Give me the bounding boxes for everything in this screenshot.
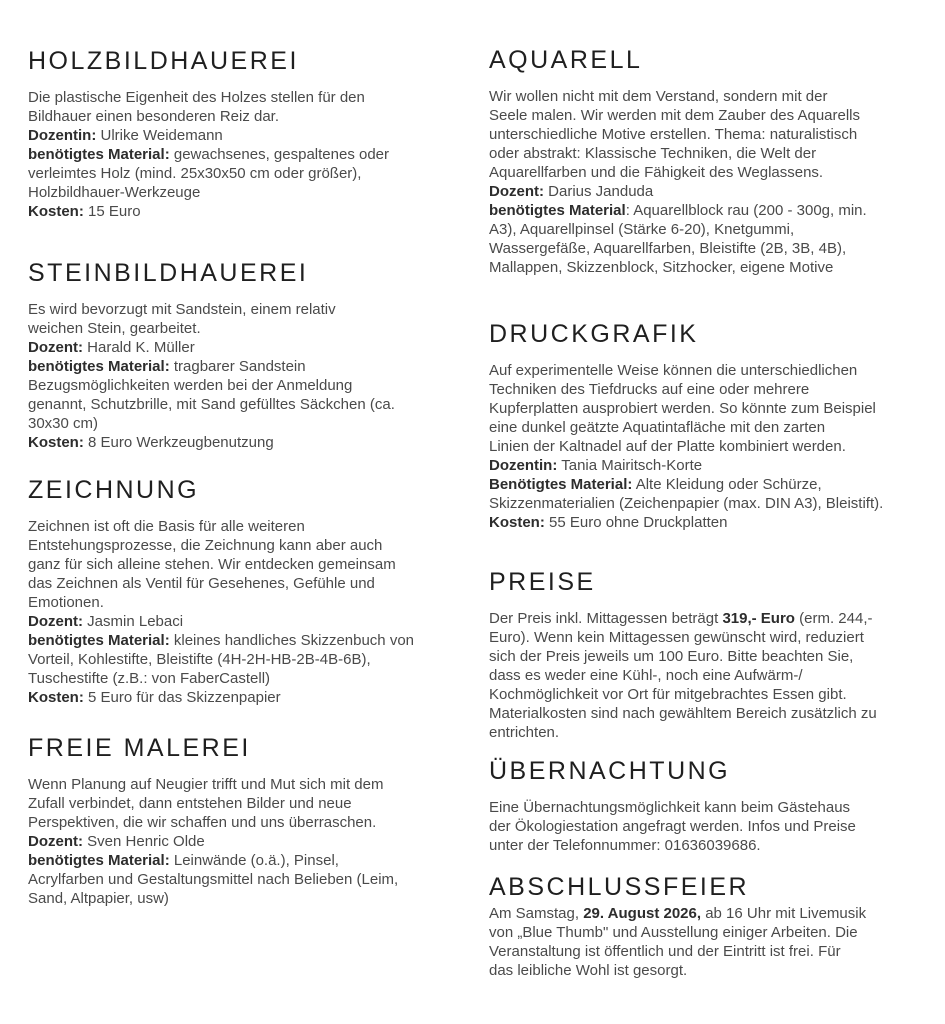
text-run: Euro). Wenn kein Mittagessen gewünscht wird, reduziert — [489, 629, 864, 646]
section-freie-malerei — [28, 733, 475, 908]
section-body — [28, 775, 475, 908]
text-run: Es wird bevorzugt mit Sandstein, einem relativ — [28, 301, 336, 318]
text-run: Harald K. Müller — [83, 339, 195, 356]
text-run: Vorteil, Kohlestifte, Bleistifte (4H-2H-HB-2B-4B-6B), — [28, 651, 371, 668]
section-heading: DRUCKGRAFIK — [489, 320, 699, 348]
text-line — [489, 258, 945, 277]
text-run: Alte Kleidung oder Schürze, — [632, 476, 822, 493]
text-run: gewachsenes, gespaltenes oder — [169, 146, 390, 163]
text-line — [489, 513, 945, 532]
section-u-bernachtung — [489, 756, 945, 855]
text-run: Ulrike Weidemann — [96, 127, 223, 144]
text-line — [489, 817, 945, 836]
section-body — [28, 88, 475, 221]
section-steinbildhauerei — [28, 258, 475, 452]
text-run: 15 Euro — [83, 203, 141, 220]
text-line — [489, 798, 945, 817]
text-run: Linien der Kaltnadel auf der Platte kombiniert werden. — [489, 438, 846, 455]
text-line — [489, 144, 945, 163]
text-line — [489, 904, 945, 923]
text-run: das leibliche Wohl ist gesorgt. — [489, 962, 688, 979]
bold-text-run: 319,- Euro — [722, 610, 795, 627]
text-line — [28, 126, 475, 145]
text-line — [28, 870, 475, 889]
section-abschlussfeier — [489, 872, 945, 980]
section-heading: PREISE — [489, 568, 596, 596]
section-heading: STEINBILDHAUEREI — [28, 259, 309, 287]
text-run: unter der Telefonnummer: 01636039686. — [489, 837, 761, 854]
section-body — [28, 300, 475, 452]
text-line — [28, 612, 475, 631]
text-line — [489, 666, 945, 685]
text-line — [28, 813, 475, 832]
text-run: sich der Preis jeweils um 100 Euro. Bitte beachten Sie, — [489, 648, 854, 665]
text-line — [28, 107, 475, 126]
section-body — [489, 87, 945, 277]
text-run: Darius Janduda — [544, 183, 654, 200]
text-line — [28, 414, 475, 433]
text-line — [28, 395, 475, 414]
section-preise — [489, 567, 945, 742]
text-line — [489, 685, 945, 704]
bold-text-run: Dozentin: — [28, 127, 97, 144]
bold-text-run: Kosten: — [28, 434, 84, 451]
text-line — [28, 631, 475, 650]
text-run: unterschiedliche Motive erstellen. Thema: naturalistisch — [489, 126, 858, 143]
text-run: Wassergefäße, Aquarellfarben, Bleistifte (2B, 3B, 4B), — [489, 240, 847, 257]
text-line — [489, 923, 945, 942]
text-line — [28, 794, 475, 813]
text-run: kleines handliches Skizzenbuch von — [169, 632, 415, 649]
bold-text-run: Dozent: — [28, 339, 83, 356]
text-line — [489, 201, 945, 220]
text-run: Jasmin Lebaci — [83, 613, 184, 630]
text-run: Techniken des Tiefdrucks auf eine oder mehrere — [489, 381, 810, 398]
text-run: 30x30 cm) — [28, 415, 99, 432]
text-run: Seele malen. Wir werden mit dem Zauber des Aquarells — [489, 107, 861, 124]
text-line — [489, 361, 945, 380]
text-line — [28, 593, 475, 612]
text-line — [489, 723, 945, 742]
text-line — [489, 239, 945, 258]
text-line — [489, 475, 945, 494]
text-run: das Zeichnen als Ventil für Gesehenes, Gefühle und — [28, 575, 375, 592]
text-line — [28, 517, 475, 536]
text-line — [28, 202, 475, 221]
text-run: Zeichnen ist oft die Basis für alle weiteren — [28, 518, 305, 535]
section-body — [489, 904, 945, 980]
text-line — [28, 889, 475, 908]
text-run: verleimtes Holz (mind. 25x30x50 cm oder größer), — [28, 165, 362, 182]
text-run: Emotionen. — [28, 594, 104, 611]
text-line — [28, 376, 475, 395]
bold-text-run: Dozent: — [489, 183, 544, 200]
text-line — [489, 418, 945, 437]
bold-text-run: Kosten: — [489, 514, 545, 531]
text-run: Tania Mairitsch-Korte — [557, 457, 703, 474]
section-body — [489, 609, 945, 742]
section-heading: AQUARELL — [489, 46, 643, 74]
text-run: Skizzenmaterialien (Zeichenpapier (max. DIN A3), Bleistift). — [489, 495, 884, 512]
text-line — [489, 220, 945, 239]
text-run: 55 Euro ohne Druckplatten — [544, 514, 728, 531]
text-line — [489, 437, 945, 456]
text-run: : Aquarellblock rau (200 - 300g, min. — [625, 202, 867, 219]
text-line — [489, 836, 945, 855]
text-run: Der Preis inkl. Mittagessen beträgt — [489, 610, 723, 627]
text-run: Acrylfarben und Gestaltungsmittel nach Belieben (Leim, — [28, 871, 399, 888]
section-heading: ABSCHLUSSFEIER — [489, 873, 750, 901]
text-run: Bezugsmöglichkeiten werden bei der Anmeldung — [28, 377, 353, 394]
section-heading: HOLZBILDHAUEREI — [28, 47, 299, 75]
section-aquarell — [489, 45, 945, 277]
text-line — [28, 319, 475, 338]
text-line — [28, 300, 475, 319]
text-line — [489, 628, 945, 647]
text-run: Entstehungsprozesse, die Zeichnung kann aber auch — [28, 537, 383, 554]
bold-text-run: benötigtes Material — [489, 202, 626, 219]
text-run: 5 Euro für das Skizzenpapier — [83, 689, 281, 706]
text-run: Wir wollen nicht mit dem Verstand, sondern mit der — [489, 88, 828, 105]
text-run: Die plastische Eigenheit des Holzes stellen für den — [28, 89, 365, 106]
text-run: ganz für sich alleine stehen. Wir entdecken gemeinsam — [28, 556, 396, 573]
text-run: 8 Euro Werkzeugbenutzung — [83, 434, 274, 451]
text-run: eine dunkel geätzte Aquatintafläche mit den zarten — [489, 419, 826, 436]
text-run: Perspektiven, die wir schaffen und uns überraschen. — [28, 814, 377, 831]
text-run: Eine Übernachtungsmöglichkeit kann beim Gästehaus — [489, 799, 851, 816]
text-run: Sand, Altpapier, usw) — [28, 890, 169, 907]
bold-text-run: benötigtes Material: — [28, 632, 170, 649]
text-run: Bildhauer einen besonderen Reiz dar. — [28, 108, 280, 125]
text-run: A3), Aquarellpinsel (Stärke 6-20), Knetgummi, — [489, 221, 795, 238]
text-line — [28, 164, 475, 183]
bold-text-run: Dozentin: — [489, 457, 558, 474]
text-line — [28, 851, 475, 870]
text-run: Sven Henric Olde — [83, 833, 205, 850]
text-line — [28, 338, 475, 357]
section-body — [28, 517, 475, 707]
column-left — [28, 0, 475, 1024]
section-holzbildhauerei — [28, 46, 475, 221]
section-body — [489, 361, 945, 532]
text-run: ab 16 Uhr mit Livemusik — [701, 905, 867, 922]
text-run: oder abstrakt: Klassische Techniken, die Welt der — [489, 145, 817, 162]
bold-text-run: benötigtes Material: — [28, 146, 170, 163]
bold-text-run: Kosten: — [28, 689, 84, 706]
bold-text-run: Kosten: — [28, 203, 84, 220]
text-line — [28, 574, 475, 593]
text-line — [489, 125, 945, 144]
text-line — [489, 163, 945, 182]
text-line — [489, 704, 945, 723]
text-line — [28, 669, 475, 688]
text-line — [489, 456, 945, 475]
text-run: Zufall verbindet, dann entstehen Bilder und neue — [28, 795, 352, 812]
text-line — [489, 609, 945, 628]
text-line — [489, 87, 945, 106]
text-run: (erm. 244,- — [794, 610, 873, 627]
text-line — [489, 961, 945, 980]
bold-text-run: Dozent: — [28, 833, 83, 850]
section-heading: FREIE MALEREI — [28, 734, 251, 762]
text-line — [28, 688, 475, 707]
text-run: genannt, Schutzbrille, mit Sand gefülltes Säckchen (ca. — [28, 396, 395, 413]
bold-text-run: benötigtes Material: — [28, 358, 170, 375]
text-run: der Ökologiestation angefragt werden. Infos und Preise — [489, 818, 856, 835]
bold-text-run: benötigtes Material: — [28, 852, 170, 869]
text-run: Kochmöglichkeit vor Ort für mitgebrachtes Essen gibt. — [489, 686, 847, 703]
text-run: Kupferplatten ausprobiert werden. So könnte zum Beispiel — [489, 400, 876, 417]
text-run: tragbarer Sandstein — [169, 358, 306, 375]
section-body — [489, 798, 945, 855]
text-line — [489, 182, 945, 201]
text-run: entrichten. — [489, 724, 560, 741]
text-line — [28, 650, 475, 669]
text-line — [28, 832, 475, 851]
text-line — [28, 433, 475, 452]
section-druckgrafik — [489, 319, 945, 532]
text-line — [28, 357, 475, 376]
text-run: von „Blue Thumb" und Ausstellung einiger Arbeiten. Die — [489, 924, 858, 941]
section-heading: ZEICHNUNG — [28, 476, 200, 504]
bold-text-run: 29. August 2026, — [583, 905, 702, 922]
column-right — [489, 0, 945, 1024]
bold-text-run: Benötigtes Material: — [489, 476, 633, 493]
text-run: Materialkosten sind nach gewähltem Bereich zusätzlich zu — [489, 705, 877, 722]
text-run: Auf experimentelle Weise können die unterschiedlichen — [489, 362, 858, 379]
text-run: Holzbildhauer-Werkzeuge — [28, 184, 201, 201]
text-run: Leinwände (o.ä.), Pinsel, — [169, 852, 339, 869]
text-run: Wenn Planung auf Neugier trifft und Mut sich mit dem — [28, 776, 384, 793]
text-line — [489, 647, 945, 666]
text-line — [489, 942, 945, 961]
text-line — [489, 494, 945, 513]
text-run: weichen Stein, gearbeitet. — [28, 320, 201, 337]
text-run: Tuschestifte (z.B.: von FaberCastell) — [28, 670, 271, 687]
text-line — [28, 775, 475, 794]
section-zeichnung — [28, 475, 475, 707]
text-run: dass es weder eine Kühl-, noch eine Aufwärm-/ — [489, 667, 803, 684]
text-line — [28, 555, 475, 574]
text-run: Mallappen, Skizzenblock, Sitzhocker, eigene Motive — [489, 259, 834, 276]
text-line — [489, 380, 945, 399]
bold-text-run: Dozent: — [28, 613, 83, 630]
text-run: Veranstaltung ist öffentlich und der Eintritt ist frei. Für — [489, 943, 841, 960]
text-line — [28, 88, 475, 107]
text-line — [28, 145, 475, 164]
section-heading: ÜBERNACHTUNG — [489, 757, 731, 785]
text-run: Am Samstag, — [489, 905, 584, 922]
text-run: Aquarellfarben und die Fähigkeit des Weglassens. — [489, 164, 824, 181]
text-line — [489, 399, 945, 418]
text-line — [28, 536, 475, 555]
text-line — [489, 106, 945, 125]
text-line — [28, 183, 475, 202]
